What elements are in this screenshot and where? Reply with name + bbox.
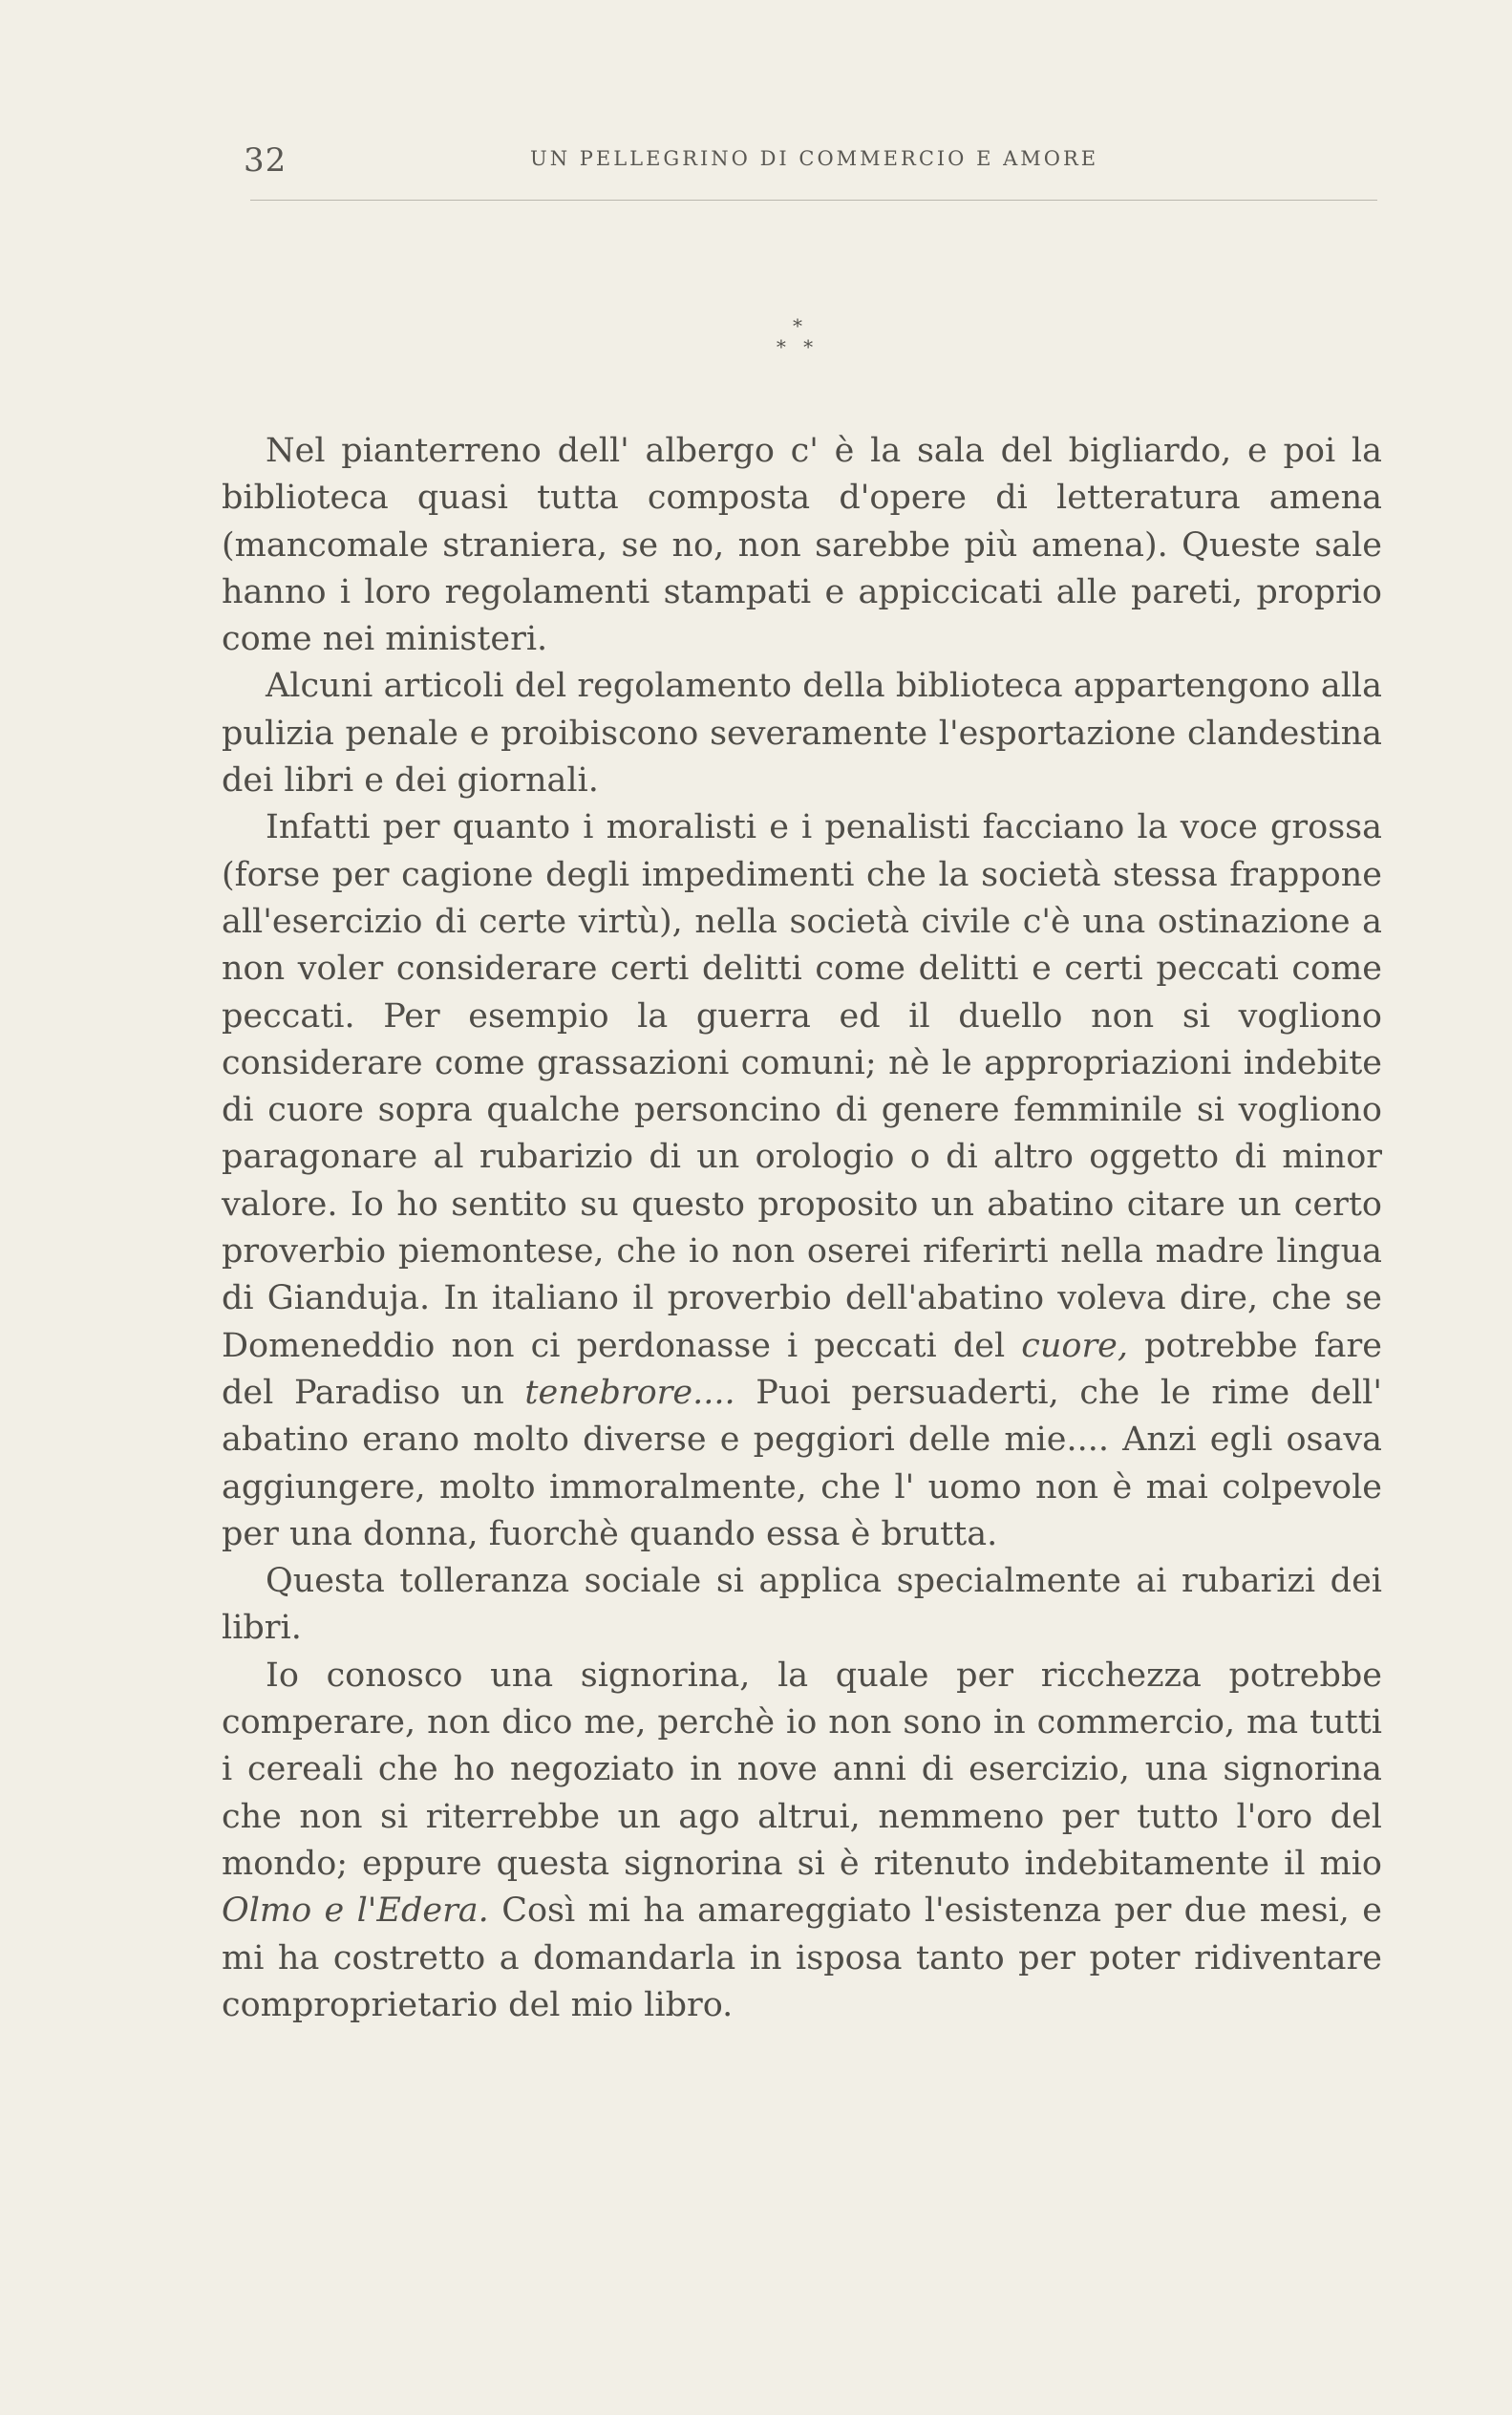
italic-cuore: cuore, xyxy=(1021,1326,1129,1365)
page-header xyxy=(244,141,1380,180)
paragraph-1: Nel pianterreno dell' albergo c' è la sala del bigliardo, e poi la biblioteca quasi tutta composta d'opere di letteratura amena (mancomale straniera, se no, non sarebbe più amena). Queste sale hanno i loro regolamenti stampati e appiccicati alle pareti, proprio come nei ministeri. xyxy=(222,432,1382,659)
paragraph-5-text-b: Così mi ha amareggiato l'esistenza per due mesi, e mi ha costretto a domandarla in isposa tanto per poter ridiventare comproprietario del mio libro. xyxy=(222,1891,1382,2024)
italic-book-title: Olmo e l'Edera. xyxy=(222,1891,489,1931)
paragraph-3-text-b: potrebbe fare del Paradiso un xyxy=(222,1326,1382,1412)
paragraph-2: Alcuni articoli del regolamento della biblioteca appartengono alla pulizia penale e proibiscono severamente l'esportazione clandestina dei libri e dei giornali. xyxy=(222,667,1382,801)
paragraph-3 xyxy=(222,804,1382,1558)
asterism-bottom: * * xyxy=(776,335,820,358)
paragraph-5-text-a: Io conosco una signorina, la quale per ricchezza potrebbe comperare, non dico me, perchè io non sono in commercio, ma tutti i cereali che ho negoziato in nove anni di esercizio, una signorina che non si riterrebbe un ago altrui, nemmeno per tutto l'oro del mondo; eppure questa signorina si è ritenuto indebitamente il mio xyxy=(222,1656,1382,1883)
header-rule xyxy=(250,200,1377,201)
paragraph-3-text-c: Puoi persuaderti, che le rime dell' abatino erano molto diverse e peggiori delle mie.... Anzi egli osava aggiungere, molto immoralmente, che l' uomo non è mai colpevole per una donna, fuorchè quando essa è brutta. xyxy=(222,1373,1382,1553)
page-number: 32 xyxy=(244,141,287,180)
body-text xyxy=(222,428,1382,2029)
italic-tenebrore: tenebrore.... xyxy=(524,1373,735,1412)
paragraph-3-text-a: Infatti per quanto i moralisti e i penalisti facciano la voce grossa (forse per cagione degli impedimenti che la società stessa frappone all'esercizio di certe virtù), nella società civile c'è una ostinazione a non voler considerare certi delitti come delitti e certi peccati come peccati. Per esempio la guerra ed il duello non si vogliono considerare come grassazioni comuni; nè le appropriazioni indebite di cuore sopra qualche personcino di genere femminile si vogliono paragonare al rubarizio di un orologio o di altro oggetto di minor valore. Io ho sentito su questo proposito un abatino citare un certo proverbio piemontese, che io non oserei riferirti nella madre lingua di Gianduja. In italiano il proverbio dell'abatino voleva dire, che se Domeneddio non ci perdonasse i peccati del xyxy=(222,808,1382,1365)
section-break-asterism xyxy=(764,315,831,369)
paragraph-4: Questa tolleranza sociale si applica specialmente ai rubarizi dei libri. xyxy=(222,1562,1382,1648)
running-head: UN PELLEGRINO DI COMMERCIO E AMORE xyxy=(530,147,1099,170)
asterism-top: * xyxy=(793,314,802,337)
paragraph-5 xyxy=(222,1653,1382,2029)
